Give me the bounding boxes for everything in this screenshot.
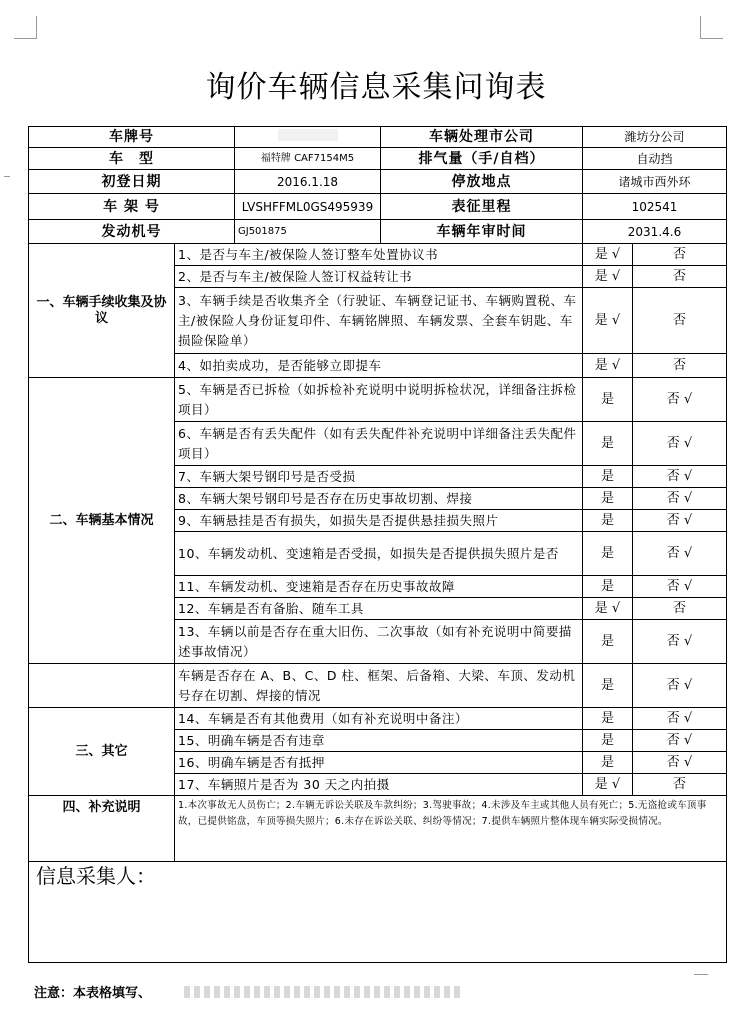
question-text: 15、明确车辆是否有违章: [175, 730, 583, 752]
answer-no: 否 √: [633, 532, 727, 576]
question-text: 10、车辆发动机、变速箱是否受损，如损失是否提供损失照片是否: [175, 532, 583, 576]
redacted-block: [278, 129, 338, 141]
field-label-model: 车 型: [29, 148, 235, 170]
section-title-documents: 一、车辆手续收集及协议: [29, 244, 175, 378]
collector-cell: [29, 862, 727, 963]
section-title-other: 三、其它: [29, 708, 175, 796]
footnote: 注意：本表格填写、: [34, 986, 152, 1001]
question-text: 3、车辆手续是否收集齐全（行驶证、车辆登记证书、车辆购置税、车主/被保险人身份证复印件、车辆铭牌照、车辆发票、全套车钥匙、车损险保险单）: [175, 288, 583, 354]
header-row: [29, 194, 727, 220]
answer-yes: 是 √: [583, 354, 633, 378]
answer-no: 否: [633, 288, 727, 354]
question-row: [29, 664, 727, 708]
field-label-vin: 车 架 号: [29, 194, 235, 220]
field-value-mileage: 102541: [583, 194, 727, 220]
answer-no: 否 √: [633, 620, 727, 664]
question-row: [29, 708, 727, 730]
answer-yes: 是 √: [583, 774, 633, 796]
question-text: 车辆是否存在 A、B、C、D 柱、框架、后备箱、大梁、车顶、发动机号存在切割、焊接的情况: [175, 664, 583, 708]
field-label-plate: 车牌号: [29, 127, 235, 148]
question-text: 11、车辆发动机、变速箱是否存在历史事故故障: [175, 576, 583, 598]
page-corner-mark-top-left: [14, 16, 37, 39]
field-value-reg-date: 2016.1.18: [235, 170, 381, 194]
collector-label: 信息采集人：: [36, 864, 156, 888]
answer-no: 否 √: [633, 752, 727, 774]
field-label-mileage: 表征里程: [381, 194, 583, 220]
field-value-inspection: 2031.4.6: [583, 220, 727, 244]
header-row: [29, 127, 727, 148]
question-text: 1、是否与车主/被保险人签订整车处置协议书: [175, 244, 583, 266]
field-label-reg-date: 初登日期: [29, 170, 235, 194]
answer-no: 否: [633, 244, 727, 266]
field-value-vin: LVSHFFML0GS495939: [235, 194, 381, 220]
question-text: 16、明确车辆是否有抵押: [175, 752, 583, 774]
redacted-footnote: [184, 986, 464, 998]
question-text: 4、如拍卖成功，是否能够立即提车: [175, 354, 583, 378]
answer-no: 否 √: [633, 378, 727, 422]
question-text: 14、车辆是否有其他费用（如有补充说明中备注）: [175, 708, 583, 730]
section-blank-cell: [29, 664, 175, 708]
answer-yes: 是: [583, 466, 633, 488]
section-title-supplement: 四、补充说明: [29, 796, 175, 862]
answer-no: 否 √: [633, 664, 727, 708]
field-value-location: 诸城市西外环: [583, 170, 727, 194]
answer-yes: 是: [583, 422, 633, 466]
field-label-inspection: 车辆年审时间: [381, 220, 583, 244]
field-value-engine: GJ501875: [235, 220, 381, 244]
field-label-branch: 车辆处理市公司: [381, 127, 583, 148]
inquiry-form-table: [28, 126, 727, 963]
answer-yes: 是: [583, 510, 633, 532]
supplement-row: [29, 796, 727, 862]
supplement-text: 1.本次事故无人员伤亡；2.车辆无诉讼关联及车款纠纷；3.驾驶事故；4.未涉及车主或其他人员有死亡；5.无盗抢或车顶事故，已提供铭盘，车顶等损失照片；6.未存在诉讼关联、纠纷等情况；7.提供车辆照片整体现车辆实际受损情况。: [175, 796, 727, 862]
answer-no: 否 √: [633, 576, 727, 598]
question-text: 17、车辆照片是否为 30 天之内拍摄: [175, 774, 583, 796]
margin-tick: [4, 176, 10, 177]
answer-yes: 是: [583, 488, 633, 510]
answer-no: 否: [633, 598, 727, 620]
answer-yes: 是: [583, 752, 633, 774]
answer-yes: 是: [583, 532, 633, 576]
answer-yes: 是 √: [583, 288, 633, 354]
answer-no: 否: [633, 774, 727, 796]
answer-yes: 是 √: [583, 244, 633, 266]
field-value-model: 福特牌 CAF7154M5: [235, 148, 381, 170]
field-value-transmission: 自动挡: [583, 148, 727, 170]
field-label-engine: 发动机号: [29, 220, 235, 244]
header-row: [29, 220, 727, 244]
answer-yes: 是: [583, 664, 633, 708]
field-value-plate: [235, 127, 381, 148]
answer-yes: 是: [583, 576, 633, 598]
question-row: [29, 244, 727, 266]
question-text: 9、车辆悬挂是否有损失，如损失是否提供悬挂损失照片: [175, 510, 583, 532]
answer-yes: 是 √: [583, 598, 633, 620]
question-text: 6、车辆是否有丢失配件（如有丢失配件补充说明中详细备注丢失配件项目）: [175, 422, 583, 466]
question-text: 12、车辆是否有备胎、随车工具: [175, 598, 583, 620]
answer-no: 否 √: [633, 730, 727, 752]
answer-no: 否: [633, 354, 727, 378]
answer-yes: 是: [583, 378, 633, 422]
answer-yes: 是: [583, 708, 633, 730]
field-value-branch: 潍坊分公司: [583, 127, 727, 148]
answer-no: 否 √: [633, 708, 727, 730]
answer-no: 否 √: [633, 422, 727, 466]
answer-yes: 是: [583, 730, 633, 752]
header-row: [29, 148, 727, 170]
margin-mark: [694, 968, 708, 975]
question-text: 7、车辆大架号钢印号是否受损: [175, 466, 583, 488]
question-text: 8、车辆大架号钢印号是否存在历史事故切割、焊接: [175, 488, 583, 510]
field-label-location: 停放地点: [381, 170, 583, 194]
answer-yes: 是: [583, 620, 633, 664]
question-text: 5、车辆是否已拆检（如拆检补充说明中说明拆检状况，详细备注拆检项目）: [175, 378, 583, 422]
header-row: [29, 170, 727, 194]
page-corner-mark-top-right: [700, 16, 723, 39]
answer-no: 否 √: [633, 466, 727, 488]
question-row: [29, 378, 727, 422]
section-title-vehicle-condition: 二、车辆基本情况: [29, 378, 175, 664]
answer-no: 否: [633, 266, 727, 288]
answer-yes: 是 √: [583, 266, 633, 288]
collector-row: [29, 862, 727, 963]
field-label-transmission: 排气量（手/自档）: [381, 148, 583, 170]
question-text: 13、车辆以前是否存在重大旧伤、二次事故（如有补充说明中简要描述事故情况）: [175, 620, 583, 664]
page-title: 询价车辆信息采集问询表: [205, 70, 547, 105]
answer-no: 否 √: [633, 488, 727, 510]
question-text: 2、是否与车主/被保险人签订权益转让书: [175, 266, 583, 288]
answer-no: 否 √: [633, 510, 727, 532]
